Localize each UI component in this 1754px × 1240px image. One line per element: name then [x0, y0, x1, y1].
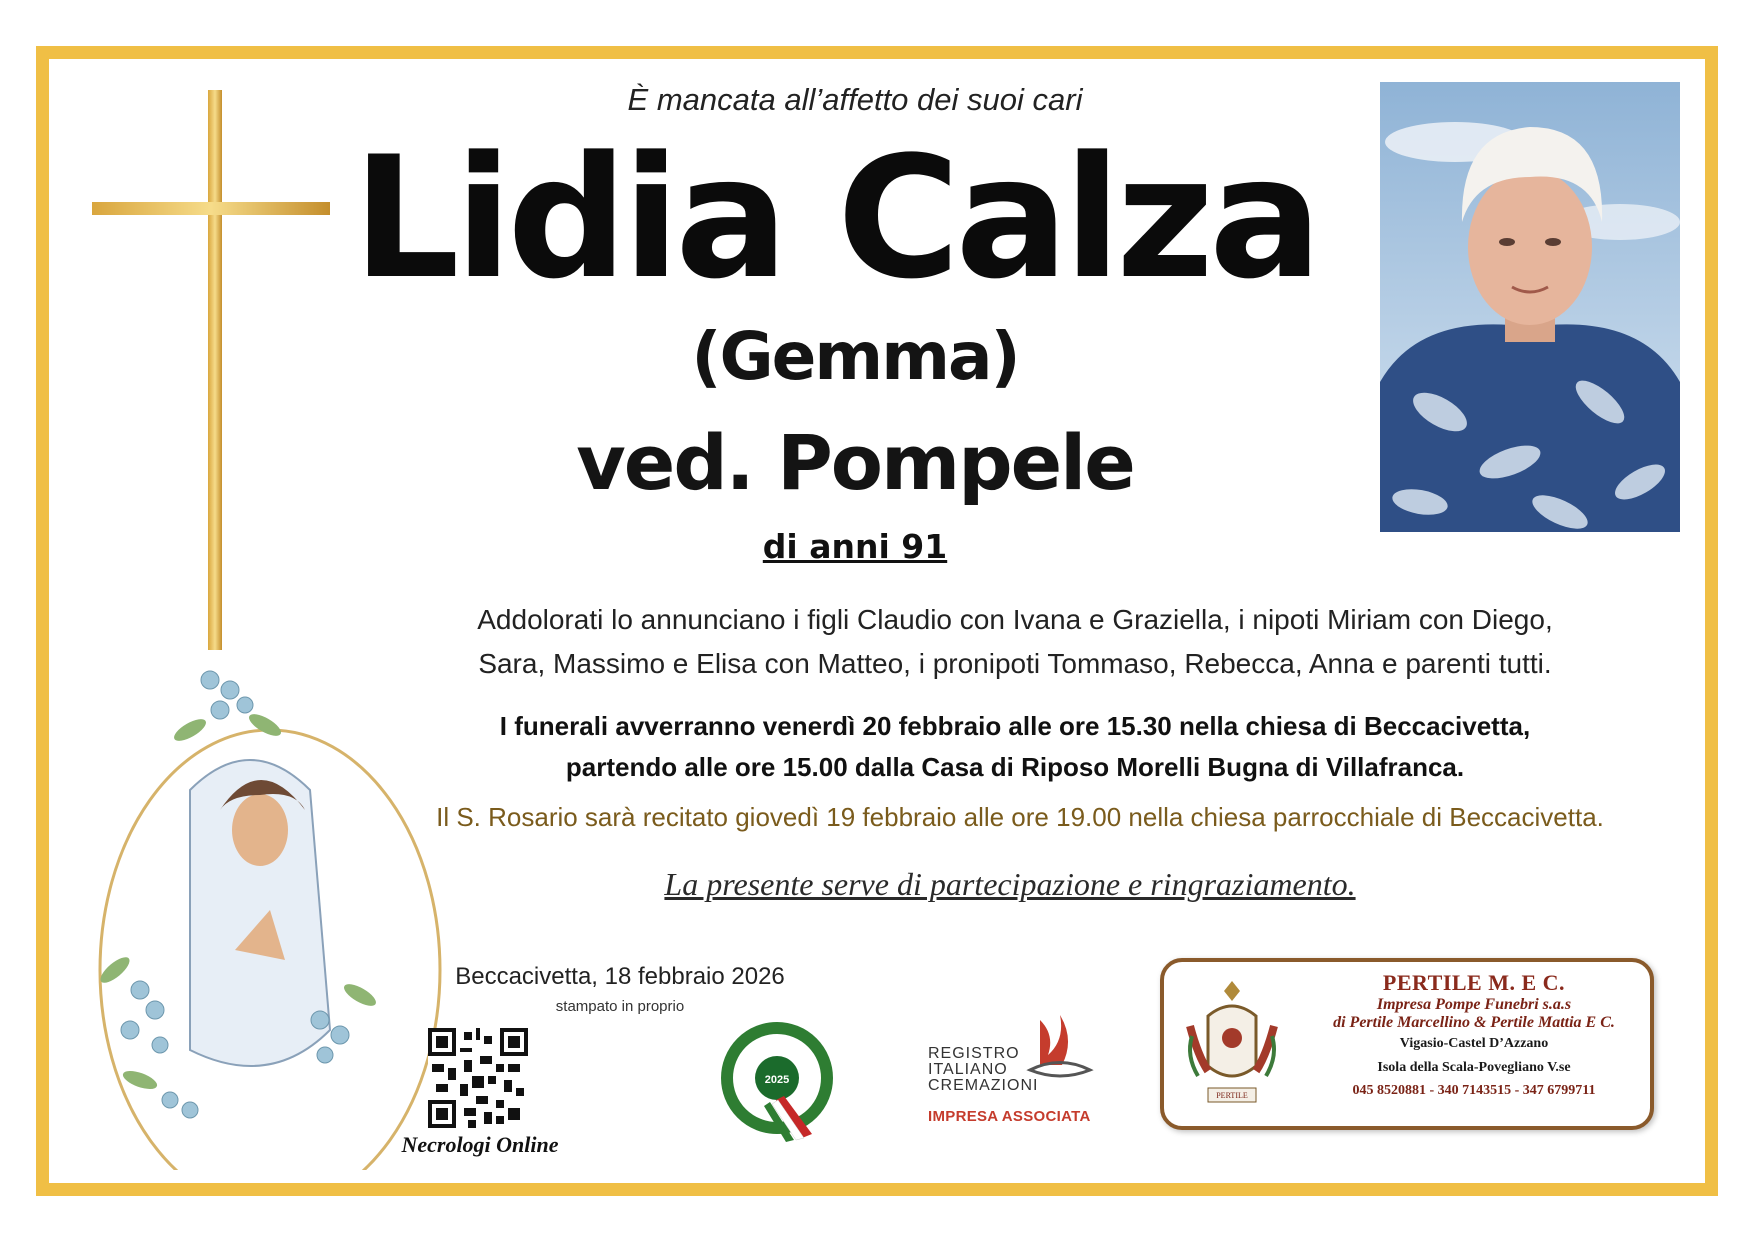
- intro-text: È mancata all’affetto dei suoi cari: [627, 82, 1083, 117]
- funeral-home-details: [1294, 970, 1654, 1102]
- announcement: [380, 598, 1650, 686]
- funeral-line: partendo alle ore 15.00 dalla Casa di Riposo Morelli Bugna di Villafranca.: [565, 752, 1465, 782]
- rosary-info: Il S. Rosario sarà recitato giovedì 19 febbraio alle ore 19.00 nella chiesa parrocchiale di Beccacivetta.: [436, 802, 1604, 832]
- funeral-home-location: Isola della Scala-Povegliano V.se: [1377, 1060, 1571, 1075]
- excellence-badge: [712, 1016, 842, 1146]
- funeral-line: I funerali avverranno venerdì 20 febbraio alle ore 15.30 nella chiesa di Beccacivetta,: [499, 711, 1531, 741]
- funeral-home-line: Impresa Pompe Funebri s.a.s: [1376, 996, 1572, 1013]
- registry-name: [928, 1046, 1038, 1094]
- portrait-photo: [1380, 82, 1680, 532]
- announcement-line: Addolorati lo annunciano i figli Claudio con Ivana e Graziella, i nipoti Miriam con Diego,: [477, 604, 1553, 635]
- deceased-name: Lidia Calza: [352, 120, 1318, 316]
- registry-line: ITALIANO: [928, 1061, 1008, 1078]
- registry-line: REGISTRO: [928, 1045, 1020, 1062]
- funeral-info: [380, 706, 1650, 788]
- funeral-home-line: di Pertile Marcellino & Pertile Mattia E C.: [1333, 1014, 1615, 1031]
- printed-note: stampato in proprio: [555, 998, 685, 1015]
- badge-year: 2025: [764, 1074, 790, 1086]
- registry-associate: IMPRESA ASSOCIATA: [928, 1108, 1091, 1125]
- age-text: di anni 91: [762, 527, 948, 566]
- funeral-home-card: [1160, 958, 1654, 1130]
- funeral-home-phones: 045 8520881 - 340 7143515 - 347 6799711: [1352, 1083, 1596, 1098]
- qr-caption: Necrologi Online: [401, 1132, 559, 1157]
- funeral-home-location: Vigasio-Castel D’Azzano: [1399, 1036, 1549, 1051]
- funeral-home-name: PERTILE M. E C.: [1382, 970, 1566, 995]
- announcement-line: Sara, Massimo e Elisa con Matteo, i pronipoti Tommaso, Rebecca, Anna e parenti tutti.: [478, 648, 1552, 679]
- nickname: (Gemma): [691, 318, 1019, 395]
- qr-code[interactable]: [428, 1028, 528, 1128]
- widow-of: ved. Pompele: [576, 418, 1134, 507]
- registry-line: CREMAZIONI: [928, 1077, 1039, 1094]
- funeral-home-crest: [1178, 976, 1286, 1116]
- crest-label: PERTILE: [1216, 1091, 1248, 1100]
- place-date: Beccacivetta, 18 febbraio 2026: [455, 963, 785, 990]
- thanks-text: La presente serve di partecipazione e ringraziamento.: [664, 866, 1356, 902]
